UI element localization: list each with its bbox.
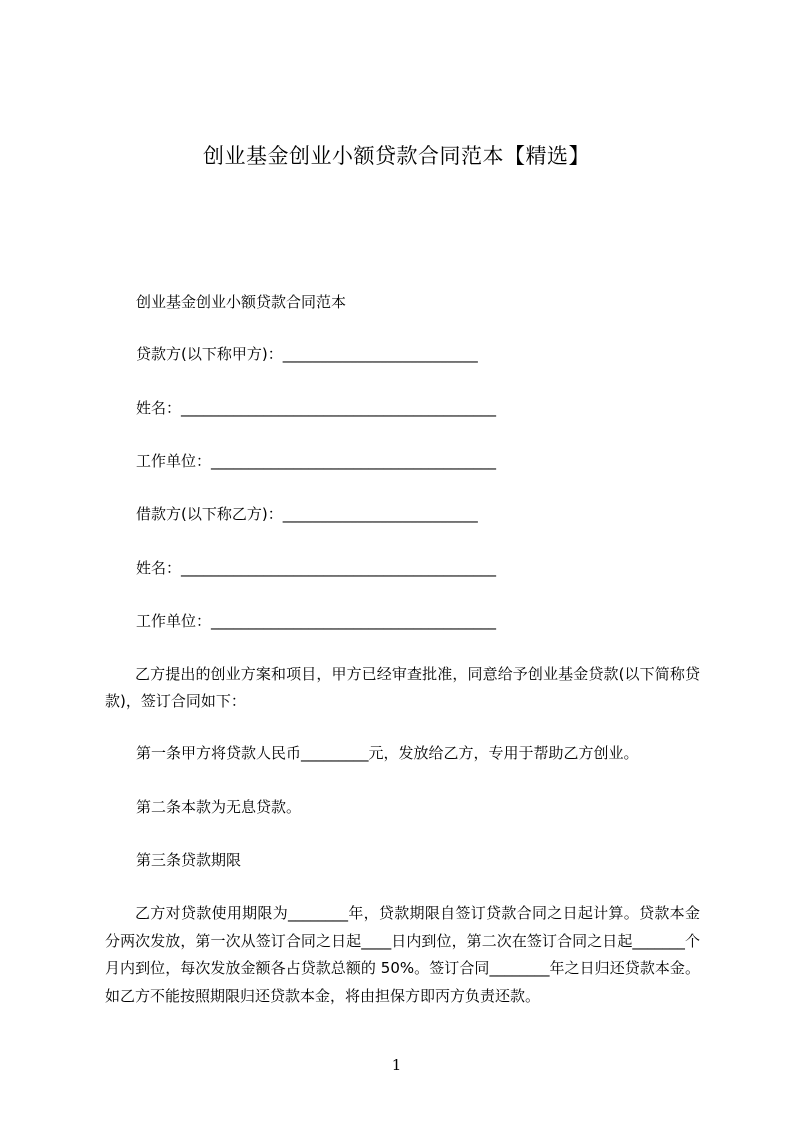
lender-work-unit-line: 工作单位：______________________________________ — [136, 452, 497, 470]
intro-paragraph: 乙方提出的创业方案和项目，甲方已经审查批准，同意给予创业基金贷款(以下简称贷款)，签订合同如下： — [105, 665, 700, 710]
article-2: 第二条本款为无息贷款。 — [136, 798, 302, 816]
lender-line: 贷款方(以下称甲方)：__________________________ — [136, 345, 478, 363]
article-1: 第一条甲方将贷款人民币_________元，发放给乙方，专用于帮助乙方创业。 — [136, 744, 639, 762]
page-number: 1 — [391, 1056, 402, 1074]
borrower-line: 借款方(以下称乙方)：__________________________ — [136, 505, 478, 523]
document-title: 创业基金创业小额贷款合同范本【精选】 — [203, 144, 590, 168]
borrower-name-line: 姓名：__________________________________________ — [136, 559, 497, 577]
article-3-heading: 第三条贷款期限 — [136, 851, 242, 869]
article-3-body: 乙方对贷款使用期限为________年，贷款期限自签订贷款合同之日起计算。贷款本金分两次发放，第一次从签订合同之日起____日内到位，第二次在签订合同之日起_______个月内到位，每次发放金额各占贷款总额的 50%。签订合同________年之日归还贷款本金。如乙方不能按照期限归还贷款本金，将由担保方即丙方负责还款。 — [105, 904, 700, 1005]
contract-subtitle: 创业基金创业小额贷款合同范本 — [136, 293, 347, 311]
borrower-work-unit-line: 工作单位：______________________________________ — [136, 612, 497, 630]
lender-name-line: 姓名：__________________________________________ — [136, 399, 497, 417]
